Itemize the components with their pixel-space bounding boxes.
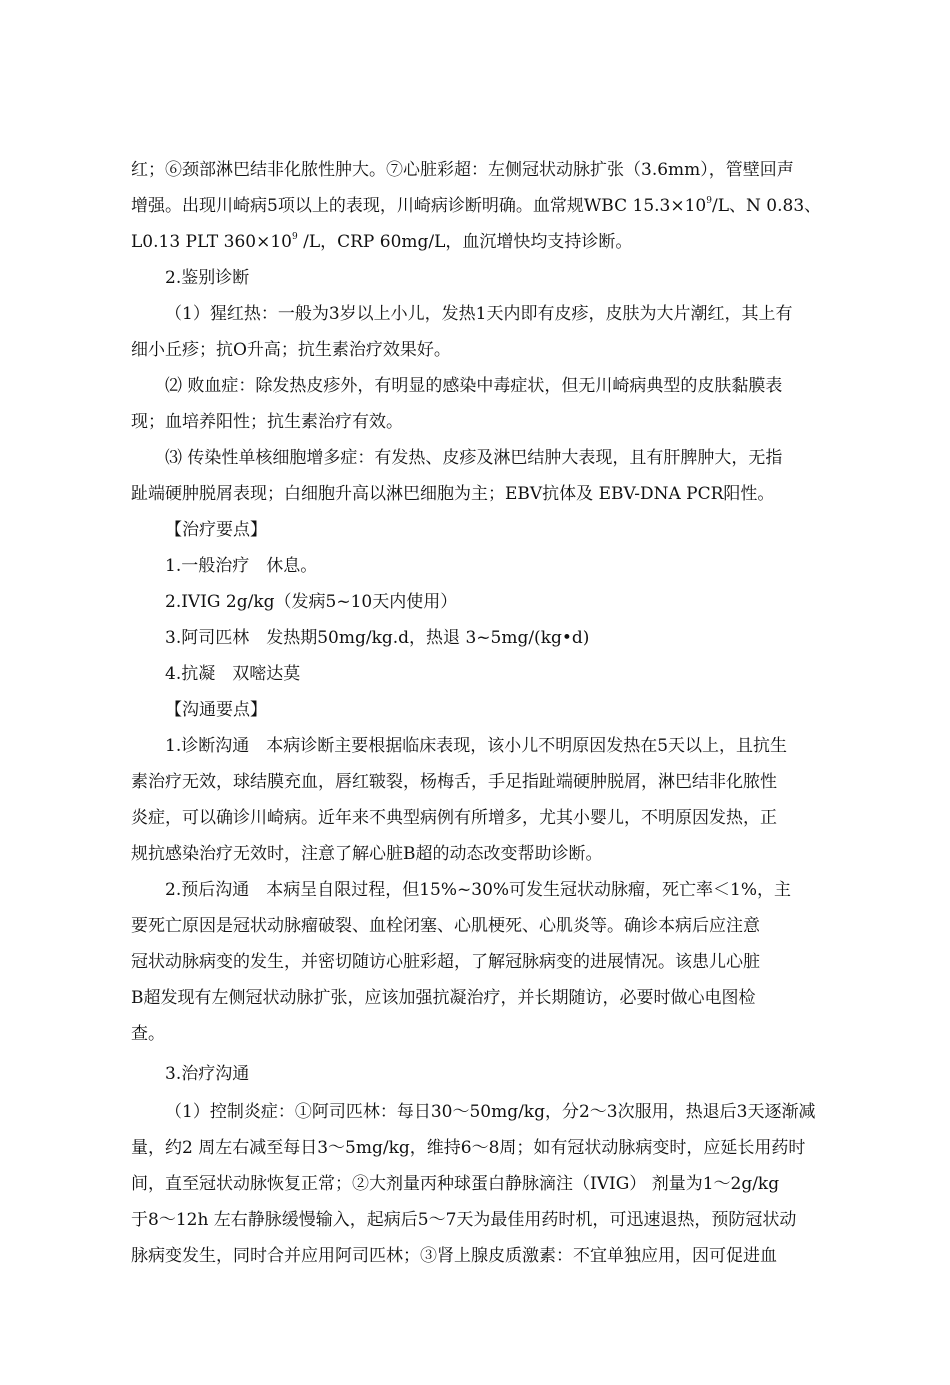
text-line: 红；⑥颈部淋巴结非化脓性肿大。⑦心脏彩超：左侧冠状动脉扩张（3.6mm），管壁回声 (131, 160, 794, 180)
text-line (131, 231, 632, 253)
text-line: 1.诊断沟通 本病诊断主要根据临床表现，该小儿不明原因发热在5天以上，且抗生 (165, 736, 788, 756)
text-line: 炎症，可以确诊川崎病。近年来不典型病例有所增多，尤其小婴儿，不明原因发热，正 (131, 808, 777, 828)
text-line: 规抗感染治疗无效时，注意了解心脏B超的动态改变帮助诊断。 (131, 844, 603, 864)
text-line: 趾端硬肿脱屑表现；白细胞升高以淋巴细胞为主；EBV抗体及 EBV-DNA PCR阳性。 (131, 484, 775, 504)
text-segment: /L、N 0.83、 (711, 196, 822, 216)
section-heading: 3.治疗沟通 (165, 1064, 250, 1084)
text-segment: L0.13 PLT 360×10 (131, 232, 292, 252)
text-line: 3.阿司匹林 发热期50mg/kg.d，热退 3~5mg/(kg•d) (165, 628, 590, 648)
text-line: ⑵ 败血症：除发热皮疹外，有明显的感染中毒症状，但无川崎病典型的皮肤黏膜表 (165, 376, 783, 396)
text-line: 量，约2 周左右减至每日3～5mg/kg，维持6～8周；如有冠状动脉病变时，应延长用药时 (131, 1138, 806, 1158)
section-heading: 【治疗要点】 (165, 520, 267, 540)
superscript: 9 (291, 232, 298, 242)
text-line: 要死亡原因是冠状动脉瘤破裂、血栓闭塞、心肌梗死、心肌炎等。确诊本病后应注意 (131, 916, 760, 936)
text-line: 4.抗凝 双嘧达莫 (165, 664, 301, 684)
text-line: 脉病变发生，同时合并应用阿司匹林；③肾上腺皮质激素：不宜单独应用，因可促进血 (131, 1246, 777, 1266)
text-line: ⑶ 传染性单核细胞增多症：有发热、皮疹及淋巴结肿大表现，且有肝脾肿大，无指 (165, 448, 783, 468)
superscript: 9 (706, 196, 712, 206)
text-line: 2.预后沟通 本病呈自限过程，但15%~30%可发生冠状动脉瘤，死亡率＜1%，主 (165, 880, 792, 900)
text-line: 细小丘疹；抗O升高；抗生素治疗效果好。 (131, 340, 451, 360)
text-segment: 增强。出现川崎病5项以上的表现，川崎病诊断明确。血常规WBC 15.3×10 (131, 196, 707, 216)
text-line: 于8～12h 左右静脉缓慢输入，起病后5～7天为最佳用药时机，可迅速退热，预防冠状动 (131, 1210, 797, 1230)
text-line: （1）控制炎症：①阿司匹林：每日30～50mg/kg，分2～3次服用，热退后3天逐渐减 (165, 1102, 816, 1122)
text-line: 现；血培养阳性；抗生素治疗有效。 (131, 412, 403, 432)
section-heading: 2.鉴别诊断 (165, 268, 250, 288)
text-line: （1）猩红热：一般为3岁以上小儿，发热1天内即有皮疹，皮肤为大片潮红，其上有 (165, 304, 793, 324)
text-segment: /L，CRP 60mg/L，血沉增快均支持诊断。 (297, 232, 633, 252)
section-heading: 【沟通要点】 (165, 700, 267, 720)
text-line: 冠状动脉病变的发生，并密切随访心脏彩超，了解冠脉病变的进展情况。该患儿心脏 (131, 952, 760, 972)
text-line: 查。 (131, 1024, 165, 1044)
text-line (131, 195, 821, 217)
text-line: B超发现有左侧冠状动脉扩张，应该加强抗凝治疗，并长期随访，必要时做心电图检 (131, 988, 756, 1008)
text-line: 间，直至冠状动脉恢复正常；②大剂量丙种球蛋白静脉滴注（IVIG） 剂量为1～2g/kg (131, 1174, 780, 1194)
text-line: 2.IVIG 2g/kg（发病5~10天内使用） (165, 592, 458, 612)
text-line: 素治疗无效，球结膜充血，唇红皲裂，杨梅舌，手足指趾端硬肿脱屑，淋巴结非化脓性 (131, 772, 777, 792)
text-line: 1.一般治疗 休息。 (165, 556, 318, 576)
